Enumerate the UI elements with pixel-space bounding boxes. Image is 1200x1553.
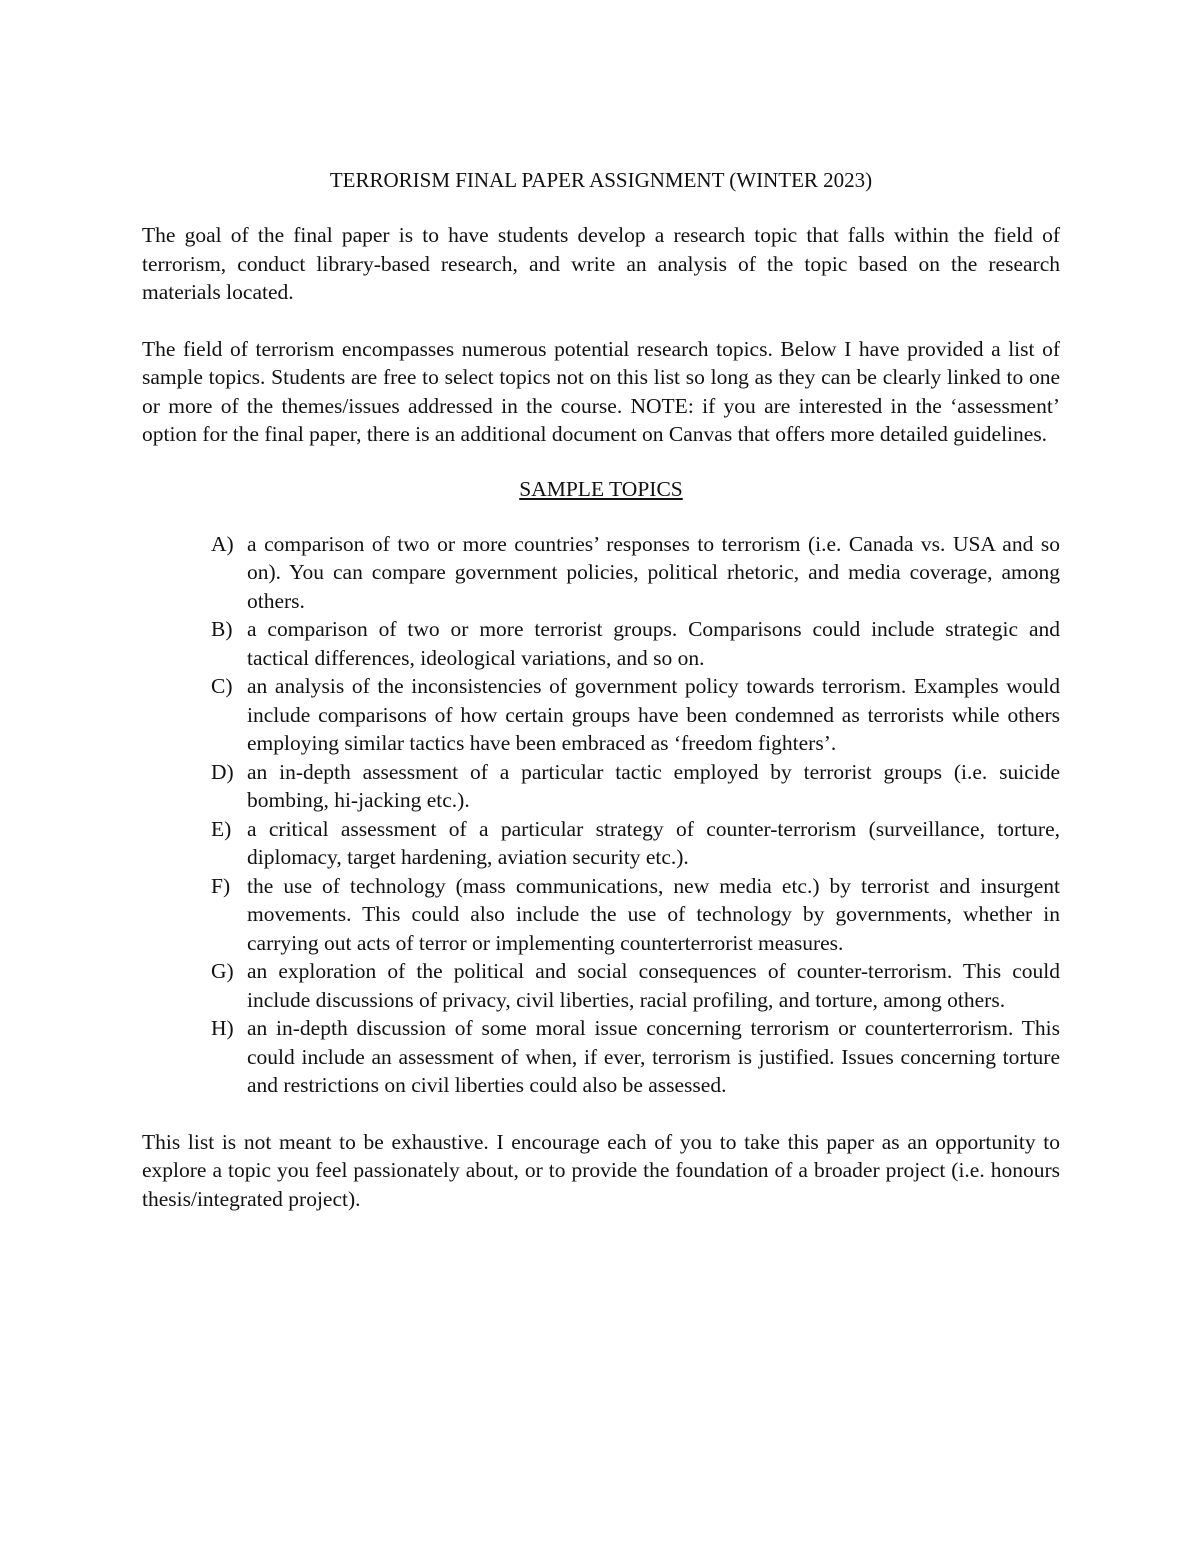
topic-item-b [142,615,1060,672]
topic-marker: G) [211,959,234,983]
topic-item-e [142,815,1060,872]
topic-marker: A) [211,531,234,556]
document-title: TERRORISM FINAL PAPER ASSIGNMENT (WINTER 2023) [329,168,873,192]
topic-marker: F) [211,873,231,898]
topic-marker: C) [211,674,233,698]
topic-marker: B) [211,617,233,641]
document-page [142,168,1060,1241]
topic-text: a comparison of two or more countries’ responses to terrorism (i.e. Canada vs. USA and so on). You can compare government policies, political rhetoric, and media coverage, among others. [247,531,1060,613]
topic-item-d [142,758,1060,815]
topic-text: an analysis of the inconsistencies of government policy towards terrorism. Examples would include comparisons of how certain groups have been condemned as terrorists while others employing similar tactics have been embraced as ‘freedom fighters’. [247,674,1060,755]
sample-topics-heading: SAMPLE TOPICS [519,476,683,501]
topic-marker: H) [211,1016,234,1040]
sample-topics-list [142,530,1060,1100]
topic-text: an exploration of the political and social consequences of counter-terrorism. This could include discussions of privacy, civil liberties, racial profiling, and torture, among others. [247,959,1060,1012]
topic-item-g [142,957,1060,1014]
field-paragraph: The field of terrorism encompasses numerous potential research topics. Below I have provided a list of sample topics. Students are free to select topics not on this list so long as they can be clearly linked to one or more of the themes/issues addressed in the course. NOTE: if you are interested in the ‘assessment’ option for the final paper, there is an additional document on Canvas that offers more detailed guidelines. [142,336,1060,446]
topic-marker: D) [211,759,234,784]
topic-item-a [142,530,1060,616]
closing-paragraph: This list is not meant to be exhaustive. I encourage each of you to take this paper as an opportunity to explore a topic you feel passionately about, or to provide the foundation of a broader project (i.e. honours thesis/integrated project). [142,1129,1060,1211]
topic-text: an in-depth assessment of a particular tactic employed by terrorist groups (i.e. suicide bombing, hi-jacking etc.). [247,759,1060,812]
topic-marker: E) [211,816,232,841]
topic-item-c [142,672,1060,758]
topic-text: a critical assessment of a particular strategy of counter-terrorism (surveillance, torture, diplomacy, target hardening, aviation security etc.). [247,816,1060,869]
topic-text: a comparison of two or more terrorist groups. Comparisons could include strategic and tactical differences, ideological variations, and so on. [247,617,1060,670]
intro-paragraph: The goal of the final paper is to have students develop a research topic that falls within the field of terrorism, conduct library-based research, and write an analysis of the topic based on the research materials located. [142,223,1060,304]
topic-item-h [142,1014,1060,1100]
topic-text: an in-depth discussion of some moral issue concerning terrorism or counterterrorism. This could include an assessment of when, if ever, terrorism is justified. Issues concerning torture and restrictions on civil liberties could also be assessed. [247,1016,1060,1097]
topic-text: the use of technology (mass communications, new media etc.) by terrorist and insurgent movements. This could also include the use of technology by governments, whether in carrying out acts of terror or implementing counterterrorist measures. [247,873,1060,955]
topic-item-f [142,872,1060,958]
